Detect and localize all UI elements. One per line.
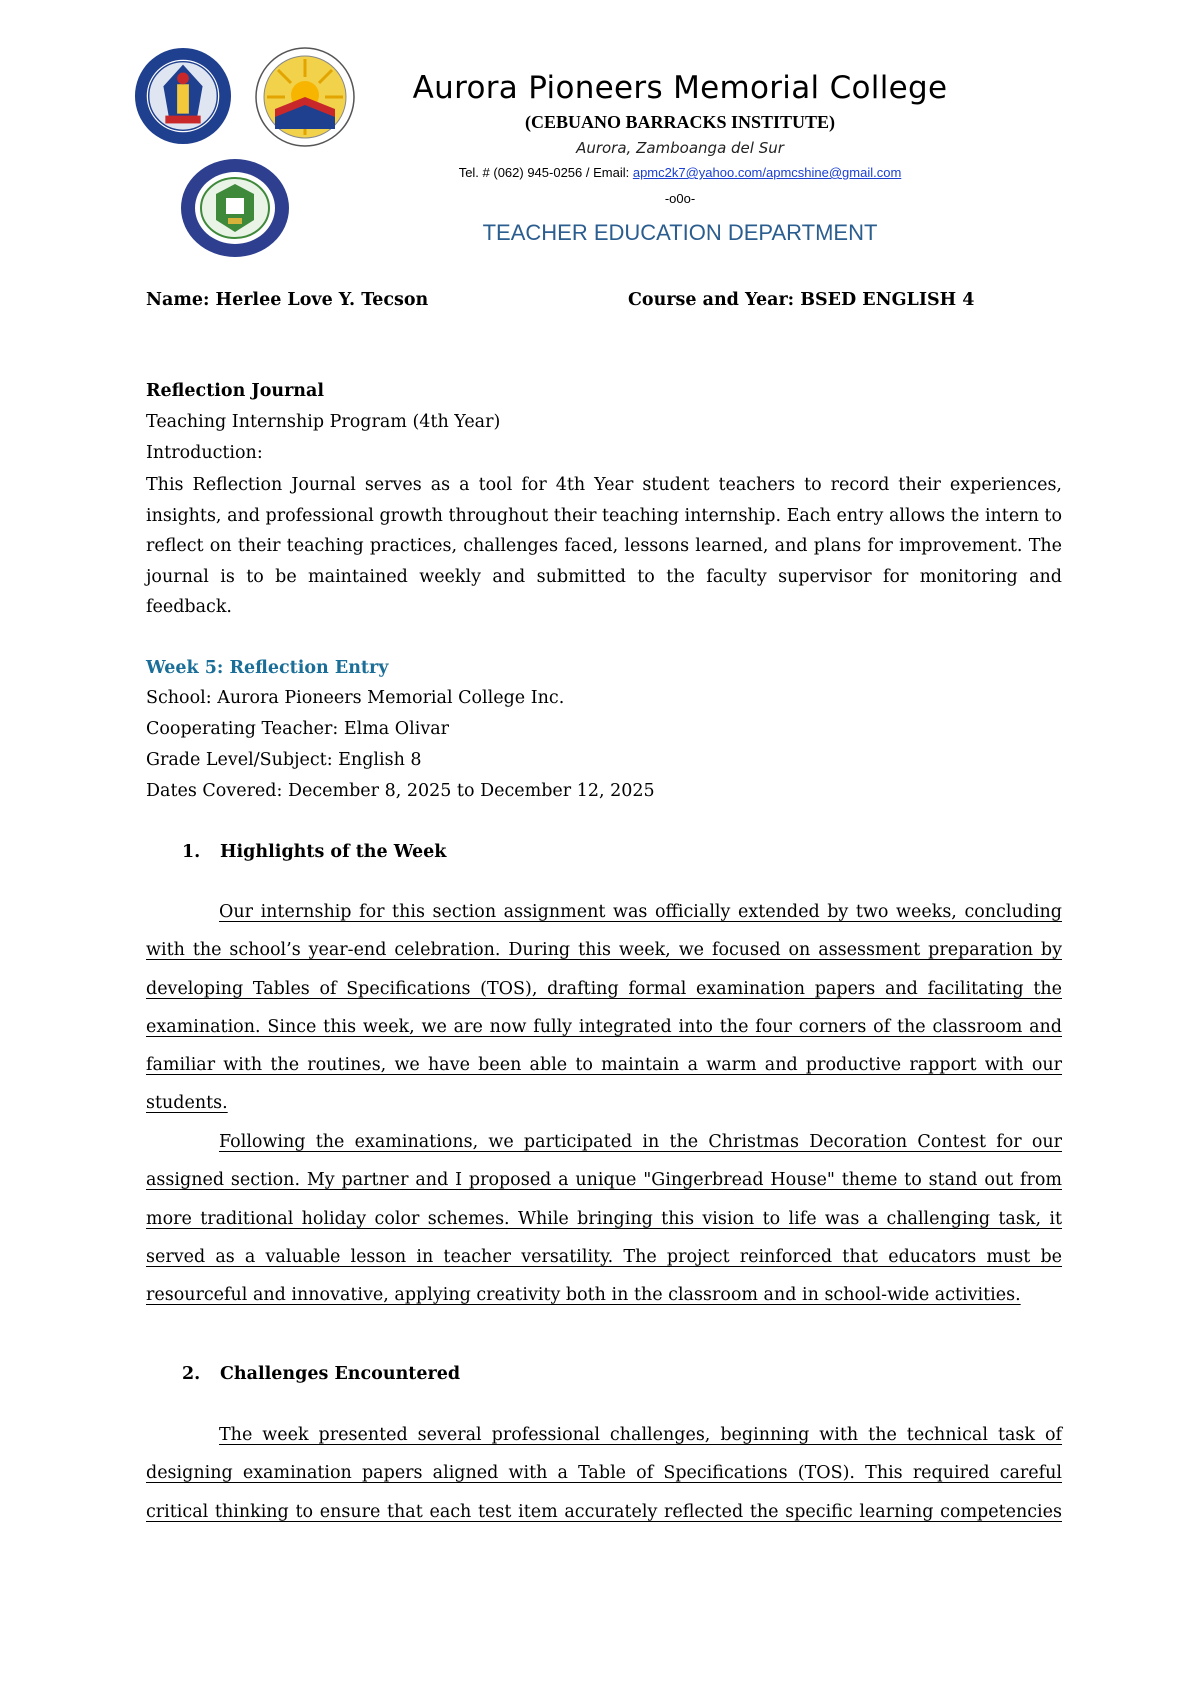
section-heading [182,842,446,862]
college-name: Aurora Pioneers Memorial College [412,70,948,106]
journal-intro-text: This Reflection Journal serves as a tool for 4th Year student teachers to record their experiences, insights, and professional growth throughout their teaching internship. Each entry allows the intern to reflect on their teaching practices, challenges faced, lessons learned, and plans for improvement. The journal is to be maintained weekly and submitted to the faculty supervisor for monitoring and feedback. [146,475,1062,617]
college-subtitle: (CEBUANO BARRACKS INSTITUTE) [524,112,836,132]
journal-title: Reflection Journal [146,381,325,401]
week-cooperating-teacher: Cooperating Teacher: Elma Olivar [146,719,450,739]
deped-seal-logo [134,47,232,145]
section-paragraph [146,1416,1062,1531]
journal-program: Teaching Internship Program (4th Year) [146,412,501,432]
section-title: Challenges Encountered [220,1364,461,1384]
week-title: Week 5: Reflection Entry [146,658,389,678]
header-separator: -o0o- [664,191,696,206]
section-heading [182,1364,460,1384]
college-contact [380,165,980,180]
course-year: Course and Year: BSED ENGLISH 4 [628,290,975,310]
department-title: TEACHER EDUCATION DEPARTMENT [482,220,878,245]
college-address: Aurora, Zamboanga del Sur [576,139,784,157]
paragraph-text: Our internship for this section assignment was officially extended by two weeks, concluding with the school’s year-end celebration. During this week, we focused on assessment preparation by developing Tables of Specifications (TOS), drafting formal examination papers and facilitating the examination. Since this week, we are now fully integrated into the four corners of the classroom and familiar with the routines, we have been able to maintain a warm and productive rapport with our students. [146,902,1062,1114]
week-school: School: Aurora Pioneers Memorial College Inc. [146,688,565,708]
week-dates: Dates Covered: December 8, 2025 to December 12, 2025 [146,781,655,801]
student-name: Name: Herlee Love Y. Tecson [146,290,429,310]
apmc-seal-logo [180,158,290,258]
section-title: Highlights of the Week [220,842,447,862]
week-grade-subject: Grade Level/Subject: English 8 [146,750,422,770]
section-paragraph [146,1123,1062,1314]
ched-seal-logo [255,47,355,147]
contact-prefix: Tel. # (062) 945-0256 / Email: [458,165,633,180]
section-number: 2. [182,1364,201,1384]
paragraph-text: Following the examinations, we participated in the Christmas Decoration Contest for our assigned section. My partner and I proposed a unique "Gingerbread House" theme to stand out from more traditional holiday color schemes. While bringing this vision to life was a challenging task, it served as a valuable lesson in teacher versatility. The project reinforced that educators must be resourceful and innovative, applying creativity both in the classroom and in school-wide activities. [146,1132,1062,1306]
journal-intro-label: Introduction: [146,443,263,463]
section-number: 1. [182,842,201,862]
contact-email-link[interactable]: apmc2k7@yahoo.com/apmcshine@gmail.com [632,165,902,180]
section-paragraph [146,893,1062,1123]
paragraph-text: The week presented several professional challenges, beginning with the technical task of designing examination papers aligned with a Table of Specifications (TOS). This required careful critical thinking to ensure that each test item accurately reflected the specific learning competencies [146,1425,1062,1522]
